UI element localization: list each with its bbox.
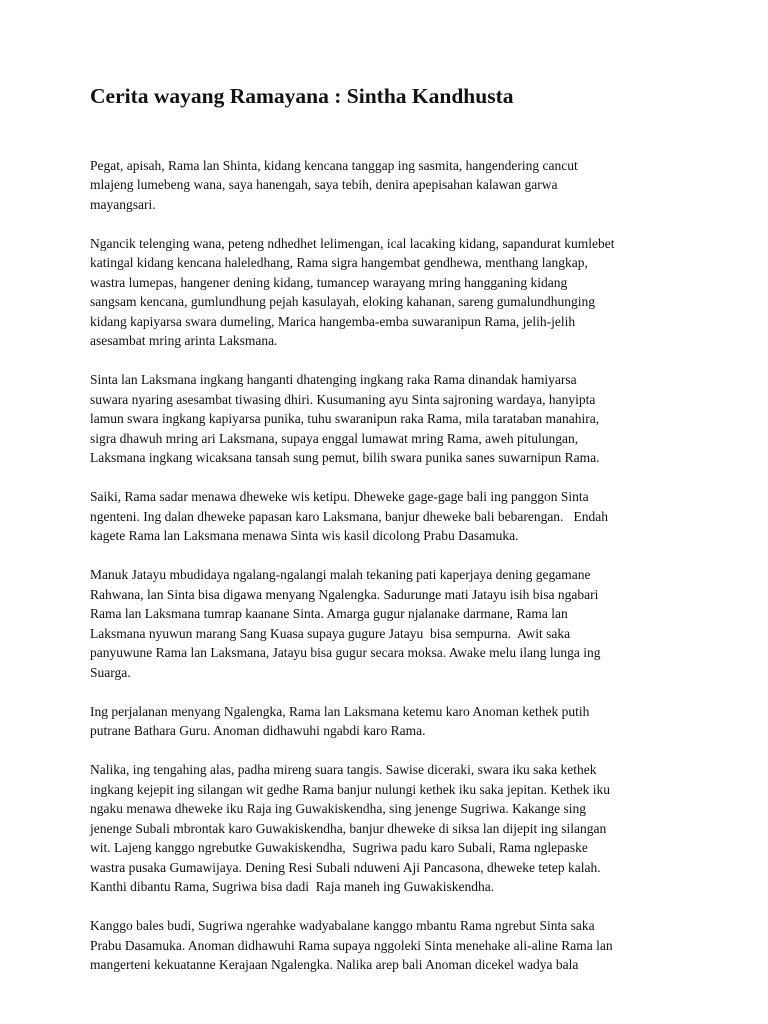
text-line: mayangsari. xyxy=(90,196,156,212)
text-line: mangerteni kekuatanne Kerajaan Ngalengka. Nalika arep bali Anoman dicekel wadya bala xyxy=(90,957,579,973)
text-line: ngenteni. Ing dalan dheweke papasan karo Laksmana, banjur dheweke bali bebarengan. Endah xyxy=(90,508,609,524)
paragraph xyxy=(90,234,690,351)
text-line: Ngancik telenging wana, peteng ndhedhet lelimengan, ical lacaking kidang, sapandurat kumlebet xyxy=(90,235,615,251)
text-line: Rama lan Laksmana tumrap kaanane Sinta. Amarga gugur njalanake darmane, Rama lan xyxy=(90,606,568,622)
text-line: ngaku menawa dheweke iku Raja ing Guwakiskendha, sing jenenge Sugriwa. Kakange sing xyxy=(90,801,586,817)
text-line: wit. Lajeng kanggo ngrebutke Guwakiskendha, Sugriwa padu karo Subali, Rama nglepaske xyxy=(90,840,588,856)
text-line: Manuk Jatayu mbudidaya ngalang-ngalangi malah tekaning pati kaperjaya dening gegamane xyxy=(90,567,591,583)
text-line: Prabu Dasamuka. Anoman didhawuhi Rama supaya nggoleki Sinta menehake ali-aline Rama lan xyxy=(90,937,613,953)
text-line: sigra dhawuh mring ari Laksmana, supaya enggal lumawat mring Rama, aweh pitulungan, xyxy=(90,430,579,446)
paragraph xyxy=(90,702,690,741)
document-page xyxy=(90,84,690,994)
text-line: katingal kidang kencana haleledhang, Rama sigra hangembat gendhewa, menthang langkap, xyxy=(90,255,588,271)
text-line: lamun swara ingkang kapiyarsa punika, tuhu swaranipun raka Rama, mila tarataban manahira, xyxy=(90,411,600,427)
text-line: Kanggo bales budi, Sugriwa ngerahke wadyabalane kanggo mbantu Rama ngrebut Sinta saka xyxy=(90,918,595,934)
paragraph xyxy=(90,370,690,468)
text-line: ingkang kejepit ing silangan wit gedhe Rama banjur nulungi kethek iku saka jepitan. Kethek iku xyxy=(90,781,611,797)
text-line: wastra pusaka Gumawijaya. Dening Resi Subali nduweni Aji Pancasona, dheweke tetep kalah. xyxy=(90,859,601,875)
text-line: Laksmana nyuwun marang Sang Kuasa supaya gugure Jatayu bisa sempurna. Awit saka xyxy=(90,625,571,641)
text-line: mlajeng lumebeng wana, saya hanengah, saya tebih, denira apepisahan kalawan garwa xyxy=(90,177,558,193)
text-line: Rahwana, lan Sinta bisa digawa menyang Ngalengka. Sadurunge mati Jatayu isih bisa ngabari xyxy=(90,586,599,602)
paragraph xyxy=(90,487,690,546)
text-line: Sinta lan Laksmana ingkang hanganti dhatenging ingkang raka Rama dinandak hamiyarsa xyxy=(90,372,577,388)
paragraph xyxy=(90,156,690,215)
text-line: suwara nyaring asesambat tiwasing dhiri. Kusumaning ayu Sinta sajroning wardaya, hanyipta xyxy=(90,391,596,407)
text-line: asesambat mring arinta Laksmana. xyxy=(90,333,278,349)
document-body xyxy=(90,156,690,975)
text-line: wastra lumepas, hangener dening kidang, tumancep warayang mring hangganing kidang xyxy=(90,274,568,290)
text-line: Saiki, Rama sadar menawa dheweke wis ketipu. Dheweke gage-gage bali ing panggon Sinta xyxy=(90,489,589,505)
text-line: kidang kapiyarsa swara dumeling, Marica hangemba-emba suwaranipun Rama, jelih-jelih xyxy=(90,313,576,329)
document-title: Cerita wayang Ramayana : Sintha Kandhusta xyxy=(90,84,514,108)
text-line: Pegat, apisah, Rama lan Shinta, kidang kencana tanggap ing sasmita, hangendering cancut xyxy=(90,157,578,173)
paragraph xyxy=(90,760,690,897)
paragraph xyxy=(90,916,690,975)
text-line: Suarga. xyxy=(90,664,131,680)
text-line: Kanthi dibantu Rama, Sugriwa bisa dadi Raja maneh ing Guwakiskendha. xyxy=(90,879,495,895)
text-line: jenenge Subali mbrontak karo Guwakiskendha, banjur dheweke di siksa lan dijepit ing silangan xyxy=(90,820,607,836)
text-line: kagete Rama lan Laksmana menawa Sinta wis kasil dicolong Prabu Dasamuka. xyxy=(90,528,519,544)
text-line: Laksmana ingkang wicaksana tansah sung pemut, bilih swara punika sanes suwarnipun Rama. xyxy=(90,450,600,466)
text-line: Ing perjalanan menyang Ngalengka, Rama lan Laksmana ketemu karo Anoman kethek putih xyxy=(90,703,590,719)
paragraph xyxy=(90,565,690,682)
text-line: putrane Bathara Guru. Anoman didhawuhi ngabdi karo Rama. xyxy=(90,723,426,739)
text-line: sangsam kencana, gumlundhung pejah kasulayah, eloking kahanan, sareng gumalundhunging xyxy=(90,294,595,310)
text-line: Nalika, ing tengahing alas, padha mireng suara tangis. Sawise diceraki, swara iku saka kethek xyxy=(90,762,597,778)
text-line: panyuwune Rama lan Laksmana, Jatayu bisa gugur secara moksa. Awake melu ilang lunga ing xyxy=(90,645,601,661)
